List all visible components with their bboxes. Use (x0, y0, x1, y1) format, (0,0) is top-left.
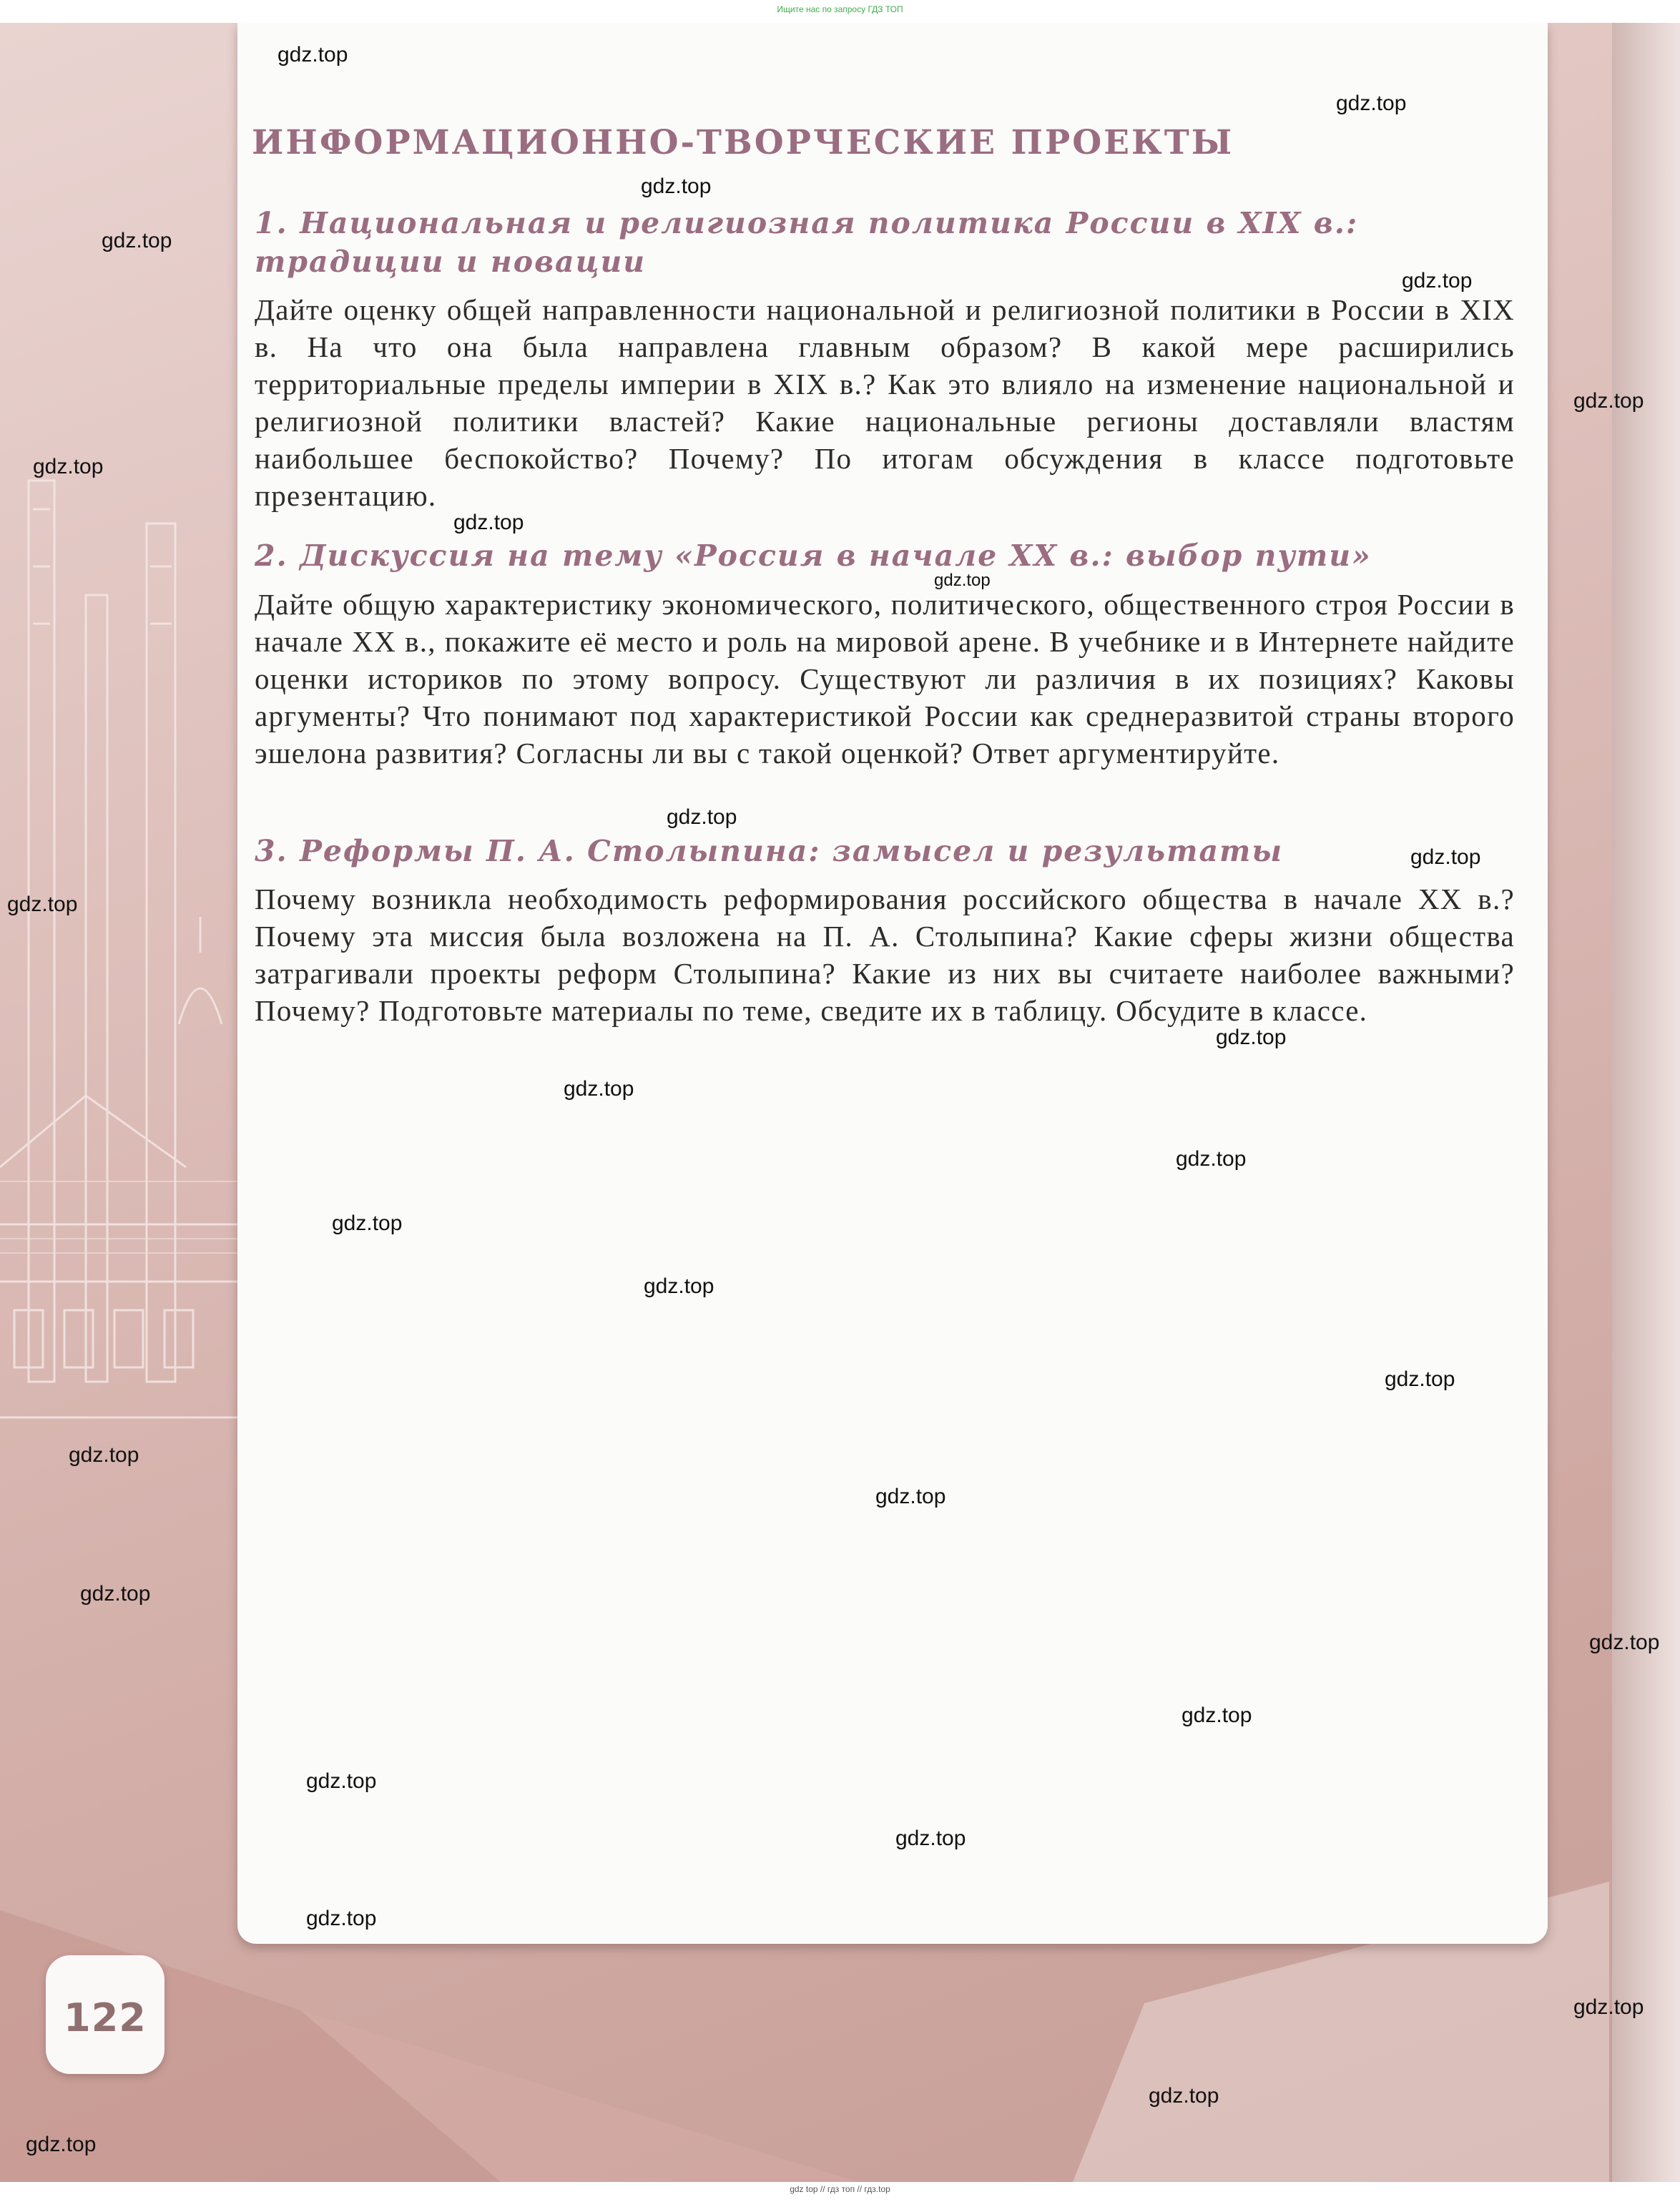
project-2-heading: 2. Дискуссия на тему «Россия в начале XX в.: выбор пути» (255, 539, 1372, 573)
watermark: gdz.top (1385, 1367, 1455, 1391)
watermark: gdz.top (1573, 389, 1644, 413)
watermark: gdz.top (641, 175, 712, 198)
watermark: gdz.top (1149, 2084, 1219, 2108)
project-3-heading: 3. Реформы П. А. Столыпина: замысел и результаты (255, 834, 1284, 868)
page-number: 122 (64, 1995, 147, 2040)
watermark: gdz.top (667, 805, 737, 829)
watermark: gdz.top (7, 893, 78, 916)
watermark: gdz.top (1216, 1026, 1287, 1049)
watermark: gdz.top (80, 1582, 151, 1606)
watermark: gdz.top (1336, 92, 1407, 115)
watermark: gdz.top (453, 511, 524, 534)
watermark: gdz.top (564, 1077, 634, 1101)
watermark: gdz.top (1402, 269, 1473, 293)
watermark: gdz.top (102, 229, 172, 252)
project-3-text: Почему возникла необходимость реформирования российского общества в начале XX в.? Почему эта миссия была возложена на П. А. Столыпина? Какие сферы жизни общества затрагивали проекты реформ Столыпина? Какие из них вы считаете наиболее важными? Почему? Подготовьте материалы по теме, сведите их в таблицу. Обсудите в классе. (255, 883, 1515, 1027)
watermark: gdz.top (1573, 1995, 1644, 2019)
watermark: gdz.top (306, 1769, 377, 1793)
watermark: gdz.top (1182, 1704, 1252, 1727)
project-2-text: Дайте общую характеристику экономического, политического, общественного строя России в начале XX в., покажите её место и роль на мировой арене. В учебнике и в Интернете найдите оценки историков по этому вопросу. Существуют ли различия в их позициях? Каковы аргументы? Что понимают под характеристикой России как среднеразвитой страны второго эшелона развития? Согласны ли вы с такой оценкой? Ответ аргументируйте. (255, 588, 1515, 770)
watermark: gdz.top (33, 455, 104, 478)
footer-note: gdz top // гдз топ // гдз.top (790, 2184, 890, 2194)
watermark: gdz.top (934, 571, 991, 590)
watermark: gdz.top (306, 1907, 377, 1930)
watermark: gdz.top (644, 1274, 714, 1298)
project-1-text: Дайте оценку общей направленности национальной и религиозной политики в России в XIX в. На что она была направлена главным образом? В какой мере расширились территориальные пределы империи в XIX в.? Как это влияло на изменение национальной и религиозной политики властей? Какие национальные регионы доставляли властям наибольшее беспокойство? Почему? По итогам обсуждения в классе подготовьте презентацию. (255, 293, 1515, 512)
watermark: gdz.top (1410, 845, 1481, 869)
watermark: gdz.top (26, 2133, 97, 2156)
watermark: gdz.top (69, 1443, 139, 1467)
watermark: gdz.top (875, 1485, 946, 1508)
project-1-heading: 1. Национальная и религиозная политика России в XIX в.: традиции и новации (255, 206, 1359, 279)
top-banner: Ищите нас по запросу ГДЗ ТОП (777, 4, 903, 14)
watermark: gdz.top (1176, 1147, 1247, 1171)
watermark: gdz.top (277, 43, 348, 67)
watermark: gdz.top (895, 1827, 966, 1850)
page-title: ИНФОРМАЦИОННО-ТВОРЧЕСКИЕ ПРОЕКТЫ (252, 123, 1234, 162)
watermark: gdz.top (332, 1211, 403, 1235)
watermark: gdz.top (1589, 1631, 1660, 1654)
